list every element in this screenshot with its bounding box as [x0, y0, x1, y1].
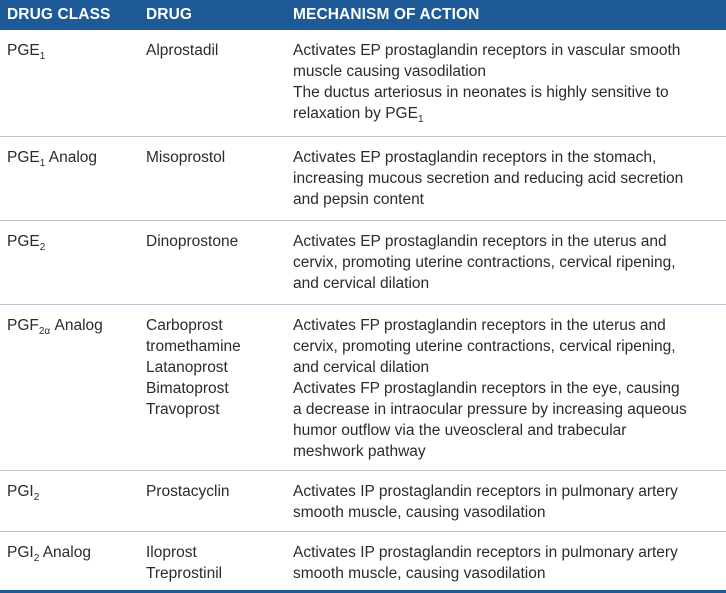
drug-cell: Alprostadil [146, 42, 219, 59]
mechanism-cell: Activates EP prostaglandin receptors in the stomach, increasing mucous secretion and reducing acid secretion and pepsin content [293, 149, 684, 208]
drug-cell: Misoprostol [146, 149, 226, 166]
drug-cell: Carboprost tromethamine Latanoprost Bimatoprost Travoprost [146, 317, 241, 418]
mechanism-cell: Activates EP prostaglandin receptors in vascular smooth muscle causing vasodilation The ductus arteriosus in neonates is highly sensitive to relaxation by $PGE_1$ [293, 42, 681, 125]
drug-class-cell: $PGF_{2\alpha}$ Analog [7, 317, 103, 337]
mechanism-cell: Activates IP prostaglandin receptors in pulmonary artery smooth muscle, causing vasodilation [293, 483, 678, 521]
table-row [0, 305, 726, 471]
drug-class-cell: $PGI_2$ [7, 483, 40, 503]
drug-class-cell: $PGE_1$ [7, 42, 46, 62]
mechanism-cell: Activates IP prostaglandin receptors in pulmonary artery smooth muscle, causing vasodilation [293, 544, 678, 582]
table-row [0, 221, 726, 305]
header-mechanism: MECHANISM OF ACTION [293, 6, 480, 23]
table-row [0, 532, 726, 593]
table-row [0, 30, 726, 137]
table-row [0, 471, 726, 532]
drug-class-cell: $PGE_1$ Analog [7, 149, 98, 169]
drug-class-cell: $PGE_2$ [7, 233, 46, 253]
drug-cell: Dinoprostone [146, 233, 239, 250]
table-row [0, 137, 726, 221]
header-drug-class: DRUG CLASS [7, 6, 111, 23]
header-drug: DRUG [146, 6, 193, 23]
drug-cell: Prostacyclin [146, 483, 230, 500]
mechanism-cell: Activates FP prostaglandin receptors in the uterus and cervix, promoting uterine contractions, cervical ripening, and cervical dilation Activates FP prostaglandin receptors in the eye, causing a decrease in intraocular pressure by increasing aqueous humor outflow via the uveoscleral and trabecular meshwork pathway [293, 317, 687, 460]
drug-cell: Iloprost Treprostinil [146, 544, 223, 582]
table-header [0, 0, 726, 30]
drug-class-cell: $PGI_2$ Analog [7, 544, 91, 564]
mechanism-cell: Activates EP prostaglandin receptors in the uterus and cervix, promoting uterine contractions, cervical ripening, and cervical dilation [293, 233, 676, 292]
